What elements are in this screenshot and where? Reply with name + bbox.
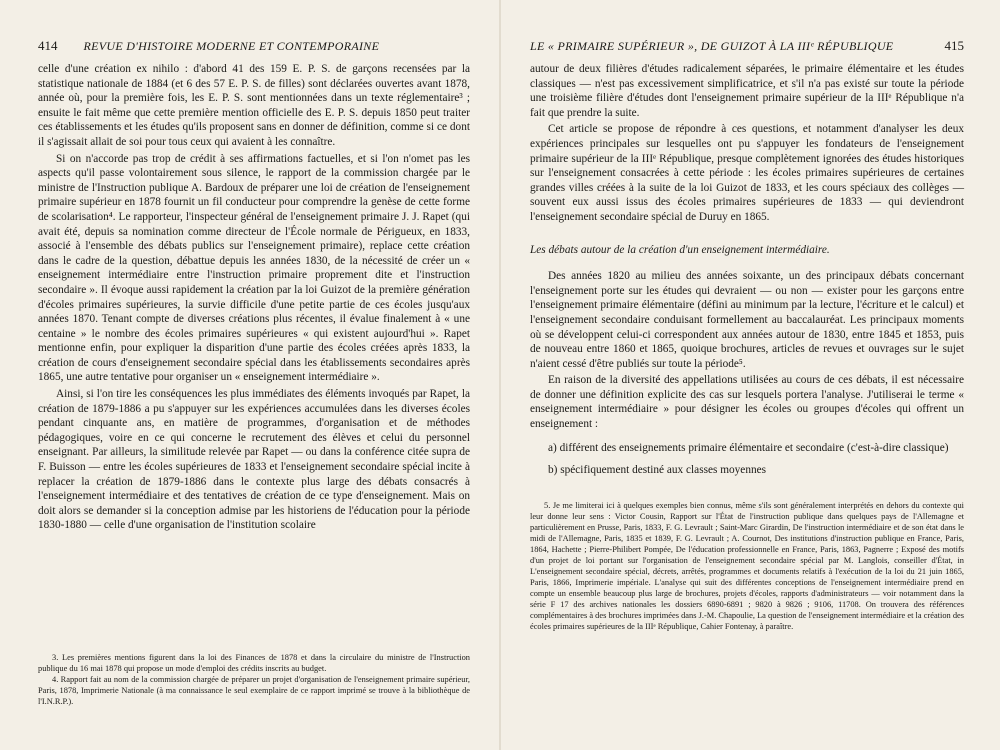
right-page bbox=[500, 0, 1000, 750]
right-footnotes bbox=[530, 500, 964, 632]
footnote-3: 3. Les premières mentions figurent dans la loi des Finances de 1878 et dans la circulaire du ministre de l'Instruction publique du 16 mai 1878 qui propose un mode d'emploi des crédits inscrits au budget. bbox=[38, 653, 470, 673]
left-running-head bbox=[38, 38, 470, 56]
left-page-number: 414 bbox=[38, 38, 58, 53]
list-item-a: a) différent des enseignements primaire élémentaire et secondaire (c'est-à-dire classique) bbox=[548, 441, 949, 454]
section-heading: Les débats autour de la création d'un enseignement intermédiaire. bbox=[530, 243, 830, 256]
list-item-b: b) spécifiquement destiné aux classes moyennes bbox=[548, 463, 767, 476]
definition-list bbox=[530, 440, 964, 478]
right-running-head bbox=[530, 38, 964, 56]
left-paragraph-3: Ainsi, si l'on tire les conséquences les plus immédiates des éléments invoqués par Rapet, la création de 1879-1886 a pu s'appuyer sur les expériences accumulées dans les diverses écoles pendant cinquante ans, en matière de programmes, d'organisation et de méthodes pédagogiques, voire en ce qui concerne le recrutement des élèves et celui du personnel enseignant. Par ailleurs, la similitude relevée par Rapet — ou dans la conférence citée supra de F. Buisson — entre les écoles supérieures de 1833 et l'enseignement secondaire spécial incite à replacer la création de 1879-1886 dans le contexte plus large des débats consacrés à l'enseignement intermédiaire et des tentatives de création de ce type d'enseignement. Mais on doit alors se demander si la conception admise par les historiens de l'éducation pour la période 1830-1880 — celle d'une organisation de l'institution scolaire bbox=[38, 388, 470, 532]
right-paragraph-3: Des années 1820 au milieu des années soixante, un des principaux débats concernant l'enseignement porte sur les études qui devraient — ou non — exister pour les garçons entre l'enseignement primaire élémentaire (défini au minimum par la lecture, l'écriture et le calcul) et l'enseignement secondaire conduisant formellement au baccalauréat. Les principaux moments où se développent celui-ci correspondent aux années autour de 1830, entre 1845 et 1853, puis de nouveau entre 1860 et 1865, quoique brochures, articles de revues et ouvrages sur le sujet n'aient cessé d'être publiés sur toute la période⁵. bbox=[530, 270, 964, 370]
right-page-number: 415 bbox=[944, 38, 964, 53]
right-paragraph-4: En raison de la diversité des appellations utilisées au cours de ces débats, il est nécessaire de donner une définition explicite des cas sur lesquels portera l'analyse. J'utiliserai le terme « enseignement intermédiaire » pour désigner les écoles ou groupes d'écoles qui offrent un enseignement : bbox=[530, 374, 964, 431]
right-paragraph-2: Cet article se propose de répondre à ces questions, et notamment d'analyser les deux expériences principales sur lesquelles ont pu s'appuyer les fondateurs de l'enseignement primaire supérieur de la IIIᵉ République, presque complètement ignorées des études historiques sur l'enseignement consacrées à cette période : les écoles primaires supérieures de certaines grandes villes créées à la suite de la loi Guizot de 1833, et les cours spéciaux des collèges — souvent eux aussi issus des écoles primaires supérieures de 1833 — qui deviendront l'enseignement secondaire spécial de Duruy en 1865. bbox=[530, 123, 964, 223]
left-paragraph-2: Si on n'accorde pas trop de crédit à ses affirmations factuelles, et si l'on n'omet pas les aspects qu'il passe volontairement sous silence, le rapport de la commission chargée par le ministre de l'Instruction publique A. Bardoux de préparer une loi de création de l'enseignement primaire supérieur en 1878 fournit un fil conducteur pour comprendre la genèse de cette forme de scolarisation⁴. Le rapporteur, l'inspecteur général de l'enseignement primaire J. J. Rapet (qui avait été, depuis sa nomination comme directeur de l'École normale de Périgueux, en 1833, associé à l'ensemble des débats publics sur l'enseignement primaire), replace cette création dans le cadre de la question, débattue depuis les années 1830, de la nécessité de créer un « enseignement intermédiaire entre l'instruction primaire proprement dite et l'instruction secondaire ». Il évoque aussi rapidement la création par la loi Guizot de la première génération d'écoles primaires supérieures, la survie difficile d'une petite partie de ces écoles jusqu'aux années 1870. Tenant compte de diverses créations plus récentes, il évalue finalement à « une centaine » le nombre des écoles primaires supérieures « qui existent aujourd'hui ». Rapet mentionne enfin, pour expliquer la disparition d'une partie des écoles créées après 1833, la création de cours d'enseignement secondaire spécial dans les établissements secondaires après 1865, une autre tentative pour organiser un « enseignement intermédiaire ». bbox=[38, 152, 470, 384]
footnote-4: 4. Rapport fait au nom de la commission chargée de préparer un projet d'organisation de l'enseignement primaire supérieur, Paris, 1878, Imprimerie Nationale (à ma connaissance le seul exemplaire de ce rapport imprimé se trouve à la bibliothèque de l'I.N.R.P.). bbox=[38, 675, 470, 706]
right-paragraph-1: autour de deux filières d'études radicalement séparées, le primaire élémentaire et les études classiques — n'est pas excessivement simplificatrice, et s'il n'a pas existé sur toute la période une troisième filière d'études dont l'enseignement primaire supérieur de la IIIᵉ République n'a fait que prendre la suite. bbox=[530, 63, 964, 119]
left-footnotes bbox=[38, 652, 470, 707]
footnote-5: 5. Je me limiterai ici à quelques exemples bien connus, même s'ils sont généralement interprétés en dehors du contexte qui leur donne leur sens : Victor Cousin, Rapport sur l'État de l'instruction publique dans quelques pays de l'Allemagne et particulièrement en Prusse, Paris, 1833, F. G. Levrault ; Saint-Marc Girardin, De l'instruction intermédiaire et de son état dans le midi de l'Allemagne, Paris, 1835 et 1839, F. G. Levrault ; A. Cournot, Des institutions d'instruction publique en France, Paris, 1864, Hachette ; Pierre-Philibert Pompée, De l'éducation professionnelle en France, Paris, 1863, Pagnerre ; Exposé des motifs d'un projet de loi portant sur l'organisation de l'enseignement secondaire spécial par M. Langlois, conseiller d'État, in L'enseignement secondaire spécial, décrets, arrêtés, programmes et documents relatifs à l'exécution de la loi du 21 juin 1865, Paris, 1866, Imprimerie impériale. L'analyse qui suit des différentes conceptions de l'enseignement intermédiaire prend en compte un ensemble beaucoup plus large de brochures, projets d'écoles, rapports d'administrateurs — voir notamment dans la série F 17 des archives nationales les dossiers 6890-6891 ; 9820 à 9826 ; 9106, 11708. On trouvera des références complémentaires à des brochures imprimées dans J.-M. Chapoulie, La question de l'enseignement intermédiaire et la création des écoles primaires supérieures de la IIIᵉ République, Cahier Fontenay, à paraître. bbox=[530, 500, 964, 631]
left-body-text bbox=[38, 62, 470, 533]
right-body-text bbox=[530, 62, 964, 478]
left-running-title: REVUE D'HISTOIRE MODERNE ET CONTEMPORAINE bbox=[83, 39, 380, 53]
left-paragraph-1: celle d'une création ex nihilo : d'abord 41 des 159 E. P. S. de garçons recensées par la statistique nationale de 1884 (et 6 des 57 E. P. S. de filles) sont déclarées ouvertes avant 1878, année où, pour la première fois, les E. P. S. sont mentionnées dans un texte réglementaire³ ; ensuite le fait même que cette première mention officielle des E. P. S. depuis 1850 peut traiter ces établissements et les études qu'ils proposent sans en donner de définition, comme si ce dont il s'agissait allait de soi pour tous ceux qui avaient à les connaître. bbox=[38, 63, 470, 148]
right-running-title: LE « PRIMAIRE SUPÉRIEUR », DE GUIZOT À LA IIIᵉ RÉPUBLIQUE bbox=[530, 39, 894, 53]
